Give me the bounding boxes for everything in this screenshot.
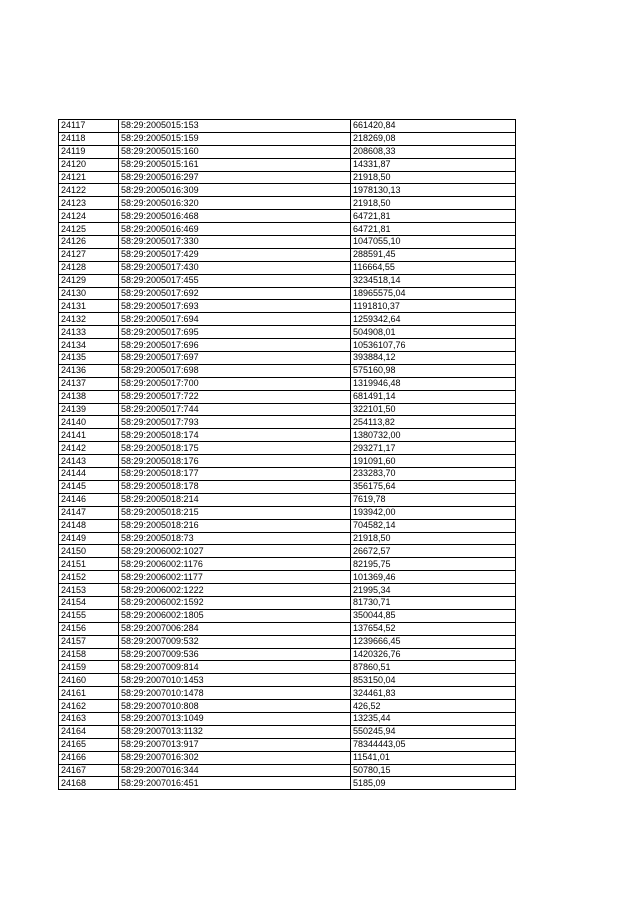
row-number-cell: 24150 [59,545,119,558]
row-number-cell: 24138 [59,390,119,403]
cadastral-number-cell: 58:29:2007009:532 [119,635,351,648]
value-cell: 853150,04 [351,674,516,687]
row-number-cell: 24125 [59,223,119,236]
table-row [59,571,516,584]
cadastral-number-cell: 58:29:2005017:429 [119,248,351,261]
value-cell: 293271,17 [351,442,516,455]
value-cell: 393884,12 [351,352,516,365]
cadastral-number-cell: 58:29:2007016:302 [119,751,351,764]
cadastral-number-cell: 58:29:2007010:1478 [119,687,351,700]
table-row [59,120,516,133]
value-cell: 661420,84 [351,120,516,133]
value-cell: 7619,78 [351,493,516,506]
table-row [59,248,516,261]
row-number-cell: 24126 [59,236,119,249]
table-row [59,674,516,687]
value-cell: 575160,98 [351,364,516,377]
table-row [59,596,516,609]
value-cell: 681491,14 [351,390,516,403]
cadastral-number-cell: 58:29:2005017:693 [119,300,351,313]
value-cell: 3234518,14 [351,274,516,287]
row-number-cell: 24122 [59,184,119,197]
cadastral-number-cell: 58:29:2005017:744 [119,403,351,416]
table-row [59,300,516,313]
value-cell: 550245,94 [351,725,516,738]
cadastral-number-cell: 58:29:2005017:793 [119,416,351,429]
table-row [59,442,516,455]
cadastral-number-cell: 58:29:2007013:1132 [119,725,351,738]
cadastral-number-cell: 58:29:2005018:215 [119,506,351,519]
cadastral-number-cell: 58:29:2007010:808 [119,700,351,713]
row-number-cell: 24136 [59,364,119,377]
row-number-cell: 24134 [59,339,119,352]
cadastral-number-cell: 58:29:2005017:697 [119,352,351,365]
row-number-cell: 24149 [59,532,119,545]
table-row [59,364,516,377]
value-cell: 10536107,76 [351,339,516,352]
value-cell: 218269,08 [351,132,516,145]
cadastral-number-cell: 58:29:2005018:216 [119,519,351,532]
value-cell: 87860,51 [351,661,516,674]
row-number-cell: 24147 [59,506,119,519]
cadastral-number-cell: 58:29:2005018:176 [119,455,351,468]
row-number-cell: 24167 [59,764,119,777]
row-number-cell: 24156 [59,622,119,635]
table-row [59,725,516,738]
table-row [59,545,516,558]
value-cell: 116664,55 [351,261,516,274]
cadastral-number-cell: 58:29:2005017:695 [119,326,351,339]
row-number-cell: 24151 [59,558,119,571]
row-number-cell: 24131 [59,300,119,313]
cadastral-number-cell: 58:29:2005017:698 [119,364,351,377]
cadastral-number-cell: 58:29:2005015:161 [119,158,351,171]
cadastral-number-cell: 58:29:2007013:917 [119,738,351,751]
cadastral-number-cell: 58:29:2005017:722 [119,390,351,403]
row-number-cell: 24164 [59,725,119,738]
table-body [59,120,516,790]
cadastral-number-cell: 58:29:2005016:469 [119,223,351,236]
cadastral-number-cell: 58:29:2005017:430 [119,261,351,274]
value-cell: 324461,83 [351,687,516,700]
value-cell: 350044,85 [351,609,516,622]
cadastral-number-cell: 58:29:2005017:692 [119,287,351,300]
row-number-cell: 24153 [59,584,119,597]
row-number-cell: 24154 [59,596,119,609]
row-number-cell: 24165 [59,738,119,751]
row-number-cell: 24133 [59,326,119,339]
cadastral-number-cell: 58:29:2005017:696 [119,339,351,352]
cadastral-number-cell: 58:29:2005017:694 [119,313,351,326]
cadastral-number-cell: 58:29:2006002:1177 [119,571,351,584]
value-cell: 191091,60 [351,455,516,468]
row-number-cell: 24140 [59,416,119,429]
table-row [59,210,516,223]
cadastral-number-cell: 58:29:2005016:297 [119,171,351,184]
cadastral-number-cell: 58:29:2006002:1176 [119,558,351,571]
row-number-cell: 24144 [59,468,119,481]
row-number-cell: 24130 [59,287,119,300]
table-row [59,532,516,545]
value-cell: 21995,34 [351,584,516,597]
table-row [59,700,516,713]
value-cell: 356175,64 [351,480,516,493]
table-row [59,352,516,365]
table-row [59,171,516,184]
table-row [59,339,516,352]
value-cell: 26672,57 [351,545,516,558]
value-cell: 64721,81 [351,210,516,223]
cadastral-number-cell: 58:29:2005018:174 [119,429,351,442]
table-row [59,313,516,326]
table-row [59,377,516,390]
table-row [59,223,516,236]
row-number-cell: 24155 [59,609,119,622]
row-number-cell: 24132 [59,313,119,326]
cadastral-number-cell: 58:29:2005018:214 [119,493,351,506]
value-cell: 5185,09 [351,777,516,790]
table-row [59,493,516,506]
cadastral-number-cell: 58:29:2006002:1222 [119,584,351,597]
value-cell: 82195,75 [351,558,516,571]
row-number-cell: 24120 [59,158,119,171]
row-number-cell: 24148 [59,519,119,532]
cadastral-number-cell: 58:29:2005018:177 [119,468,351,481]
row-number-cell: 24121 [59,171,119,184]
table-row [59,751,516,764]
value-cell: 1239666,45 [351,635,516,648]
row-number-cell: 24118 [59,132,119,145]
table-row [59,158,516,171]
row-number-cell: 24141 [59,429,119,442]
row-number-cell: 24124 [59,210,119,223]
row-number-cell: 24127 [59,248,119,261]
row-number-cell: 24135 [59,352,119,365]
cadastral-number-cell: 58:29:2005015:153 [119,120,351,133]
value-cell: 208608,33 [351,145,516,158]
cadastral-number-cell: 58:29:2006002:1027 [119,545,351,558]
cadastral-number-cell: 58:29:2007009:536 [119,648,351,661]
row-number-cell: 24160 [59,674,119,687]
cadastral-number-cell: 58:29:2005016:468 [119,210,351,223]
table-row [59,274,516,287]
row-number-cell: 24129 [59,274,119,287]
table-row [59,390,516,403]
value-cell: 254113,82 [351,416,516,429]
value-cell: 64721,81 [351,223,516,236]
data-table [58,119,516,790]
value-cell: 78344443,05 [351,738,516,751]
table-row [59,184,516,197]
table-row [59,712,516,725]
cadastral-number-cell: 58:29:2005016:309 [119,184,351,197]
table-row [59,480,516,493]
cadastral-number-cell: 58:29:2007006:284 [119,622,351,635]
cadastral-number-cell: 58:29:2005016:320 [119,197,351,210]
value-cell: 18965575,04 [351,287,516,300]
cadastral-number-cell: 58:29:2007016:344 [119,764,351,777]
value-cell: 322101,50 [351,403,516,416]
value-cell: 21918,50 [351,171,516,184]
value-cell: 101369,46 [351,571,516,584]
value-cell: 1380732,00 [351,429,516,442]
cadastral-number-cell: 58:29:2005017:700 [119,377,351,390]
row-number-cell: 24159 [59,661,119,674]
table-row [59,403,516,416]
row-number-cell: 24152 [59,571,119,584]
value-cell: 288591,45 [351,248,516,261]
table-row [59,468,516,481]
value-cell: 21918,50 [351,197,516,210]
cadastral-number-cell: 58:29:2005017:330 [119,236,351,249]
cadastral-number-cell: 58:29:2007009:814 [119,661,351,674]
cadastral-number-cell: 58:29:2005018:175 [119,442,351,455]
row-number-cell: 24146 [59,493,119,506]
row-number-cell: 24157 [59,635,119,648]
value-cell: 193942,00 [351,506,516,519]
table-row [59,622,516,635]
row-number-cell: 24143 [59,455,119,468]
value-cell: 233283,70 [351,468,516,481]
row-number-cell: 24142 [59,442,119,455]
value-cell: 11541,01 [351,751,516,764]
cadastral-number-cell: 58:29:2005018:73 [119,532,351,545]
table-row [59,635,516,648]
cadastral-number-cell: 58:29:2007013:1049 [119,712,351,725]
table-row [59,132,516,145]
value-cell: 1978130,13 [351,184,516,197]
value-cell: 137654,52 [351,622,516,635]
table-row [59,197,516,210]
table-row [59,777,516,790]
table-row [59,738,516,751]
row-number-cell: 24123 [59,197,119,210]
row-number-cell: 24145 [59,480,119,493]
row-number-cell: 24168 [59,777,119,790]
cadastral-number-cell: 58:29:2006002:1805 [119,609,351,622]
table-row [59,584,516,597]
value-cell: 426,52 [351,700,516,713]
row-number-cell: 24139 [59,403,119,416]
value-cell: 1191810,37 [351,300,516,313]
value-cell: 1259342,64 [351,313,516,326]
row-number-cell: 24137 [59,377,119,390]
row-number-cell: 24128 [59,261,119,274]
row-number-cell: 24158 [59,648,119,661]
value-cell: 504908,01 [351,326,516,339]
table-row [59,287,516,300]
table-row [59,609,516,622]
value-cell: 14331,87 [351,158,516,171]
table-row [59,558,516,571]
cadastral-number-cell: 58:29:2005015:159 [119,132,351,145]
cadastral-number-cell: 58:29:2007010:1453 [119,674,351,687]
cadastral-number-cell: 58:29:2005018:178 [119,480,351,493]
value-cell: 13235,44 [351,712,516,725]
cadastral-number-cell: 58:29:2005015:160 [119,145,351,158]
table-row [59,648,516,661]
table-row [59,145,516,158]
table-row [59,236,516,249]
cadastral-number-cell: 58:29:2007016:451 [119,777,351,790]
value-cell: 704582,14 [351,519,516,532]
row-number-cell: 24119 [59,145,119,158]
table-row [59,416,516,429]
table-row [59,661,516,674]
cadastral-number-cell: 58:29:2005017:455 [119,274,351,287]
table-row [59,455,516,468]
value-cell: 1319946,48 [351,377,516,390]
value-cell: 50780,15 [351,764,516,777]
table-row [59,764,516,777]
table-row [59,506,516,519]
table-row [59,326,516,339]
row-number-cell: 24163 [59,712,119,725]
row-number-cell: 24162 [59,700,119,713]
table-row [59,519,516,532]
value-cell: 21918,50 [351,532,516,545]
value-cell: 81730,71 [351,596,516,609]
table-row [59,429,516,442]
row-number-cell: 24161 [59,687,119,700]
row-number-cell: 24166 [59,751,119,764]
table-row [59,687,516,700]
table-row [59,261,516,274]
row-number-cell: 24117 [59,120,119,133]
value-cell: 1047055,10 [351,236,516,249]
cadastral-number-cell: 58:29:2006002:1592 [119,596,351,609]
value-cell: 1420326,76 [351,648,516,661]
